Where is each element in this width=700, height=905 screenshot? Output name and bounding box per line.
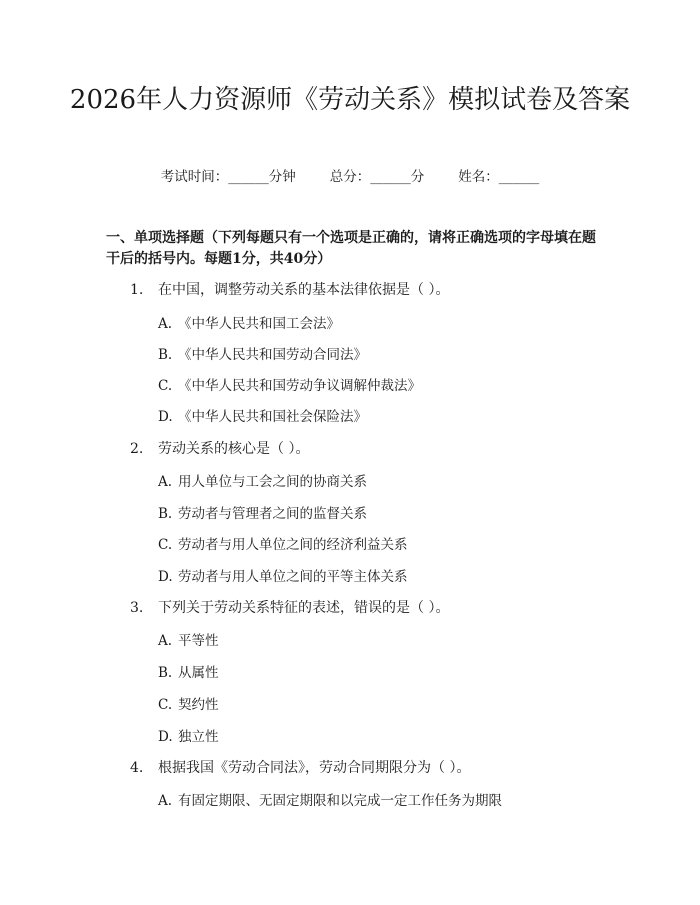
name-label: 姓名：______ xyxy=(458,169,540,185)
question-3 xyxy=(130,597,600,619)
question-text: 在中国，调整劳动关系的基本法律依据是（ ）。 xyxy=(158,282,450,298)
option-1d xyxy=(158,406,600,428)
option-letter: C. xyxy=(158,537,173,553)
exam-meta xyxy=(0,166,700,188)
option-letter: C. xyxy=(158,697,173,713)
option-letter: A. xyxy=(158,793,173,809)
question-2 xyxy=(130,438,600,460)
option-text: 《中华人民共和国劳动争议调解仲裁法》 xyxy=(178,378,421,394)
exam-time-label: 考试时间：______分钟 xyxy=(160,169,296,185)
option-2b xyxy=(158,503,600,525)
question-text: 下列关于劳动关系特征的表述，错误的是（ ）。 xyxy=(158,600,450,616)
page-title: 2026年人力资源师《劳动关系》模拟试卷及答案 xyxy=(69,85,631,115)
option-2a xyxy=(158,471,600,493)
question-text: 根据我国《劳动合同法》，劳动合同期限分为（ ）。 xyxy=(158,760,471,776)
option-1c xyxy=(158,375,600,397)
option-text: 《中华人民共和国社会保险法》 xyxy=(178,409,367,425)
section-heading: 一、单项选择题（下列每题只有一个选项是正确的，请将正确选项的字母填在题干后的括号内。每题1分，共40分） xyxy=(106,230,596,267)
option-4a xyxy=(158,790,600,812)
option-text: 劳动者与用人单位之间的平等主体关系 xyxy=(178,569,408,585)
question-number: 3. xyxy=(130,600,144,616)
option-3b xyxy=(158,662,600,684)
option-3a xyxy=(158,630,600,652)
question-number: 4. xyxy=(130,760,144,776)
option-letter: B. xyxy=(158,347,173,363)
option-2d xyxy=(158,566,600,588)
option-letter: D. xyxy=(158,569,173,585)
option-letter: D. xyxy=(158,409,173,425)
option-3c xyxy=(158,694,600,716)
option-letter: A. xyxy=(158,316,173,332)
option-text: 平等性 xyxy=(178,633,219,649)
total-score-label: 总分：______分 xyxy=(329,169,425,185)
question-text: 劳动关系的核心是（ ）。 xyxy=(158,441,310,457)
option-text: 《中华人民共和国劳动合同法》 xyxy=(178,347,367,363)
question-1 xyxy=(130,279,600,301)
option-text: 有固定期限、无固定期限和以完成一定工作任务为期限 xyxy=(178,793,502,809)
option-text: 劳动者与管理者之间的监督关系 xyxy=(178,506,367,522)
option-letter: D. xyxy=(158,729,173,745)
option-2c xyxy=(158,534,600,556)
question-number: 2. xyxy=(130,441,144,457)
option-text: 用人单位与工会之间的协商关系 xyxy=(178,474,367,490)
option-text: 独立性 xyxy=(178,729,219,745)
option-letter: A. xyxy=(158,474,173,490)
option-text: 契约性 xyxy=(178,697,219,713)
option-1b xyxy=(158,344,600,366)
option-1a xyxy=(158,313,600,335)
option-text: 《中华人民共和国工会法》 xyxy=(178,316,340,332)
option-letter: B. xyxy=(158,665,173,681)
option-text: 劳动者与用人单位之间的经济利益关系 xyxy=(178,537,408,553)
question-4 xyxy=(130,757,600,779)
option-3d xyxy=(158,726,600,748)
option-letter: A. xyxy=(158,633,173,649)
option-text: 从属性 xyxy=(178,665,219,681)
question-number: 1. xyxy=(130,282,144,298)
option-letter: B. xyxy=(158,506,173,522)
option-letter: C. xyxy=(158,378,173,394)
